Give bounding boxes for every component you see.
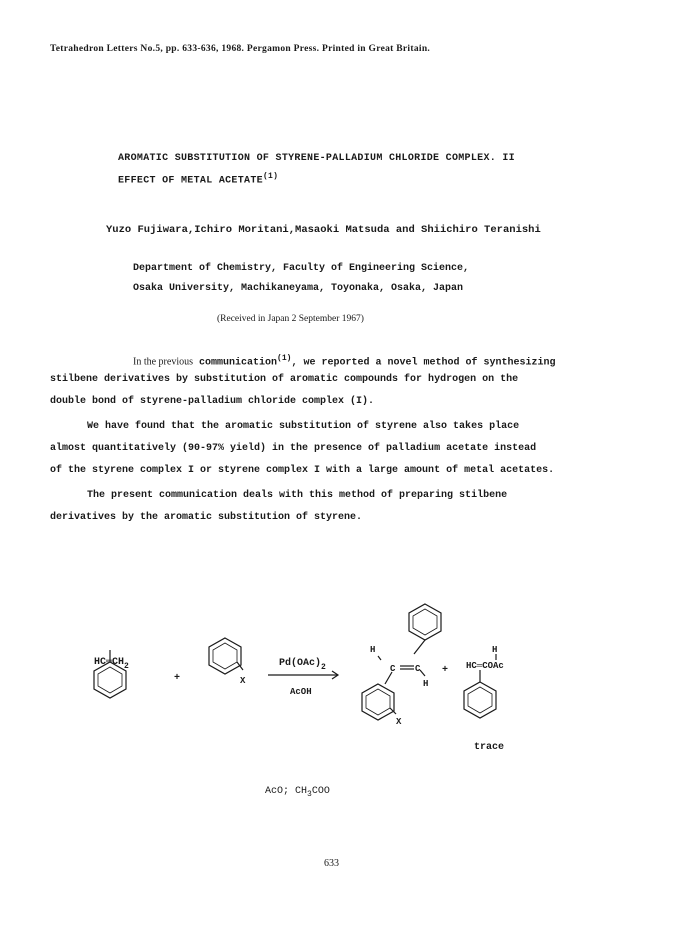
product-h-1: H [370, 645, 376, 655]
plus-sign-1: + [174, 673, 181, 684]
abbrev-part-a: AcO; CH [265, 786, 308, 797]
affiliation-line2: Osaka University, Machikaneyama, Toyonaka, Osaka, Japan [133, 283, 464, 294]
product-x: X [396, 717, 402, 727]
received-date: (Received in Japan 2 September 1967) [217, 314, 364, 324]
product-h-2: H [423, 679, 429, 689]
body-line-8: derivatives by the aromatic substitution of styrene. [50, 512, 363, 523]
solvent-label: AcOH [290, 687, 312, 697]
product2-group: HC═COAc [466, 661, 504, 671]
title-reference: (1) [262, 172, 279, 181]
body-line-4: We have found that the aromatic substitution of styrene also takes place [87, 421, 520, 432]
product-c-1: C [390, 664, 396, 674]
product2-h: H [492, 645, 498, 655]
substituent-x: X [240, 676, 246, 686]
title-text: EFFECT OF METAL ACETATE [118, 175, 263, 187]
abbrev-subscript: 3 [307, 790, 312, 799]
styrene-vinyl-group: $HC═CH_2$ [94, 657, 129, 671]
article-title-line1: AROMATIC SUBSTITUTION OF STYRENE-PALLADIUM CHLORIDE COMPLEX. II [118, 153, 515, 164]
plus-sign-2: + [442, 665, 449, 676]
body-line-5: almost quantitatively (90-97% yield) in the presence of palladium acetate instead [50, 443, 537, 454]
journal-header: Tetrahedron Letters No.5, pp. 633-636, 1968. Pergamon Press. Printed in Great Britain. [50, 44, 431, 54]
body-communication-word: communication [199, 357, 278, 369]
body-line-1 [133, 354, 555, 368]
body-line-3: double bond of styrene-palladium chloride complex (I). [50, 396, 375, 407]
article-title-line2 [118, 172, 278, 186]
abbreviation-note [265, 786, 330, 799]
page-number: 633 [324, 858, 339, 869]
body-reference: (1) [277, 354, 292, 363]
trace-label: trace [474, 742, 505, 753]
author-list: Yuzo Fujiwara,Ichiro Moritani,Masaoki Matsuda and Shiichiro Teranishi [106, 224, 541, 236]
body-rest: , we reported a novel method of synthesizing [291, 357, 556, 369]
reaction-scheme [80, 600, 560, 740]
reagent-label: $Pd(OAc)_2$ [279, 658, 326, 672]
body-line-6: of the styrene complex I or styrene complex I with a large amount of metal acetates. [50, 465, 555, 476]
product-c-2: C [415, 664, 421, 674]
body-start: In the previous [133, 356, 193, 368]
affiliation-line1: Department of Chemistry, Faculty of Engineering Science, [133, 263, 470, 274]
abbrev-part-b: COO [311, 786, 330, 797]
body-line-7: The present communication deals with this method of preparing stilbene [87, 490, 508, 501]
body-line-2: stilbene derivatives by substitution of aromatic compounds for hydrogen on the [50, 374, 519, 385]
